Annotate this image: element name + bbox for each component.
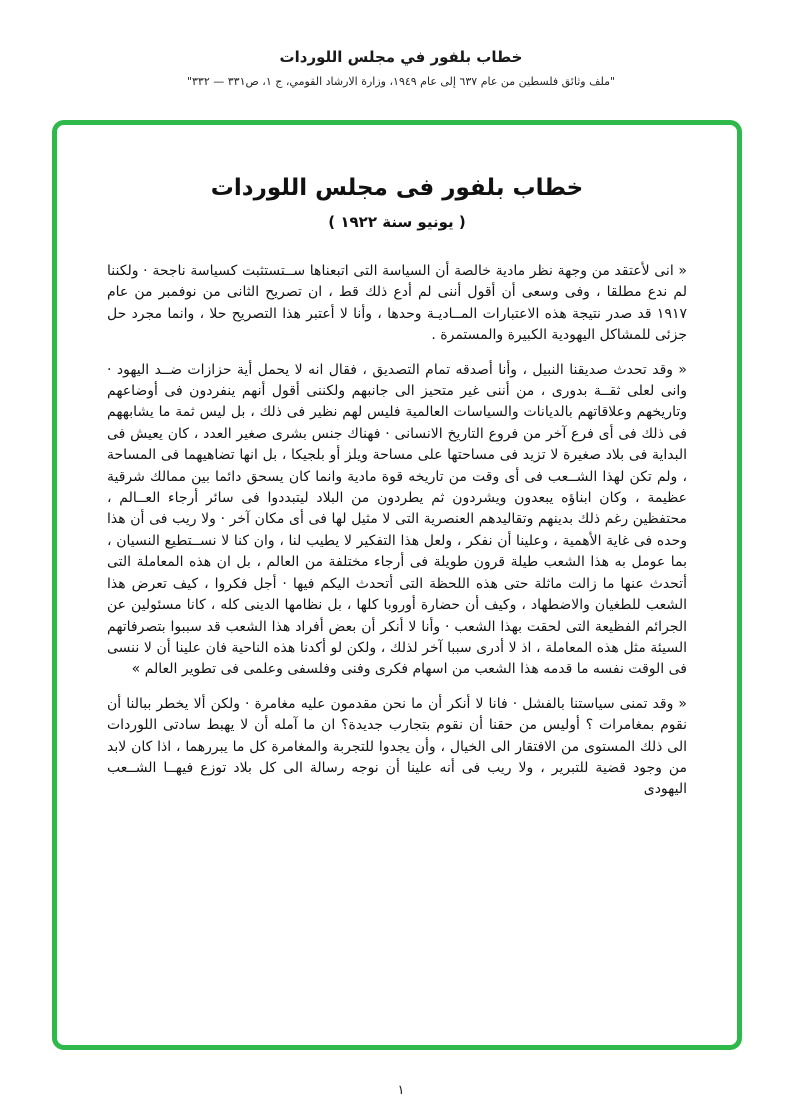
page-header <box>0 0 802 88</box>
scan-border <box>52 120 742 1050</box>
source-citation: "ملف وثائق فلسطين من عام ٦٣٧ إلى عام ١٩٤٩، وزارة الارشاد القومي، ج ١، ص٣٣١ — ٣٣٢" <box>186 75 616 88</box>
paragraph: « وقد تحدث صديقنا النبيل ، وأنا أصدقه تمام التصديق ، فقال انه لا يحمل أية حزازات ضــد اليهود · وانى لعلى ثقــة بدورى ، من أننى غير متحيز الى جانبهم ولكننى أقول أنهم ينفردون فى أوضاعهم وتاريخهم وعلاقاتهم بالديانات والسياسات العالمية فليس لهم نظير فى ذلك ، بل ليس ثمة ما يشابههم فى ذلك فى أى فرع آخر من فروع التاريخ الانسانى · فهناك جنس بشرى صغير العدد ، كان يعيش فى البداية فى بلاد صغيرة لا تزيد فى مساحتها على مساحة ويلز أو بلجيكا ، بل انها تضاهيهما فى المساحة ، ولم تكن لهذا الشــعب فى أى وقت من تاريخه قوة مادية وانما كان يسحق دائما بين ممالك شرقية عظيمة ، وكان ابناؤه يبعدون ويشردون ثم يطردون من البلاد ليتبددوا فى سائر أرجاء العــالم ، محتفظين رغم ذلك بدينهم وتقاليدهم العنصرية التى لا مثيل لها فى أى مكان آخر · ولا ريب فى أن هذا وحده فى غاية الأهمية ، وعلينا أن نفكر ، ولعل هذا التفكير لا يطيب لنا ، وان كنا لا نســتطيع النسيان ، بما عومل به هذا الشعب طيلة قرون طويلة فى أرجاء مختلفة من العالم ، بل ان هذه المعاملة التى أتحدث عنها ما زالت ماثلة حتى هذه اللحظة التى أتحدث اليكم فيها · أجل فكروا ، كيف تعرض هذا الشعب للطغيان والاضطهاد ، وكيف أن حضارة أوروبا كلها ، بل نظامها الدينى كله ، كانا مسئولين عن الجرائم الفظيعة التى لحقت بهذا الشعب · وأنا لا أنكر أن بعض أفراد هذا الشعب قد سببوا بتصرفاتهم السيئة مثل هذه المعاملة ، اذ لا أدرى سببا آخر لذلك ، ولكن لو أكدنا هذه الناحية فان علينا أن لا ننسى فى الوقت نفسه ما قدمه هذا الشعب من اسهام فكرى وفنى وفلسفى وعلمى فى تطوير العالم » <box>107 361 687 678</box>
document-body <box>107 261 687 801</box>
page-title: خطاب بلفور في مجلس اللوردات <box>279 48 523 66</box>
paragraph: « انى لأعتقد من وجهة نظر مادية خالصة أن السياسة التى اتبعناها ســتستثبت كسياسة ناجحة · ولكننا لم ندع مطلقا ، وفى وسعى أن أقول أننى لم أدع ذلك قط ، ان تصريح الثانى من نوفمبر من عام ١٩١٧ قد صدر نتيجة هذه الاعتبارات المــاديـة وحدها ، وأنا لا أعتبر هذا التصريح حلا ، وانما مجرد حل جزئى للمشاكل اليهودية الكبيرة والمستمرة . <box>107 263 687 344</box>
document-title: خطاب بلفور فى مجلس اللوردات <box>210 175 584 201</box>
page-number: ١ <box>397 1083 405 1098</box>
document-subtitle: ( يونيو سنة ١٩٢٢ ) <box>328 213 466 231</box>
paragraph: « وقد تمنى سياستنا بالفشل · فانا لا أنكر أن ما نحن مقدمون عليه مغامرة · ولكن ألا يخطر ببالنا أن نقوم بمغامرات ؟ أوليس من حقنا أن نقوم بتجارب جديدة؟ ان ما آمله أن لا يهبط سادتى اللوردات الى ذلك المستوى من الافتقار الى الخيال ، وأن يجدوا للتجربة والمغامرة كل ما يبررهما ، اذا كان لابد من وجود قضية للتبرير ، ولا ريب فى أنه علينا أن نوجه رسالة الى كل بلاد توزع فيهــا الشــعب اليهودى <box>107 695 687 798</box>
